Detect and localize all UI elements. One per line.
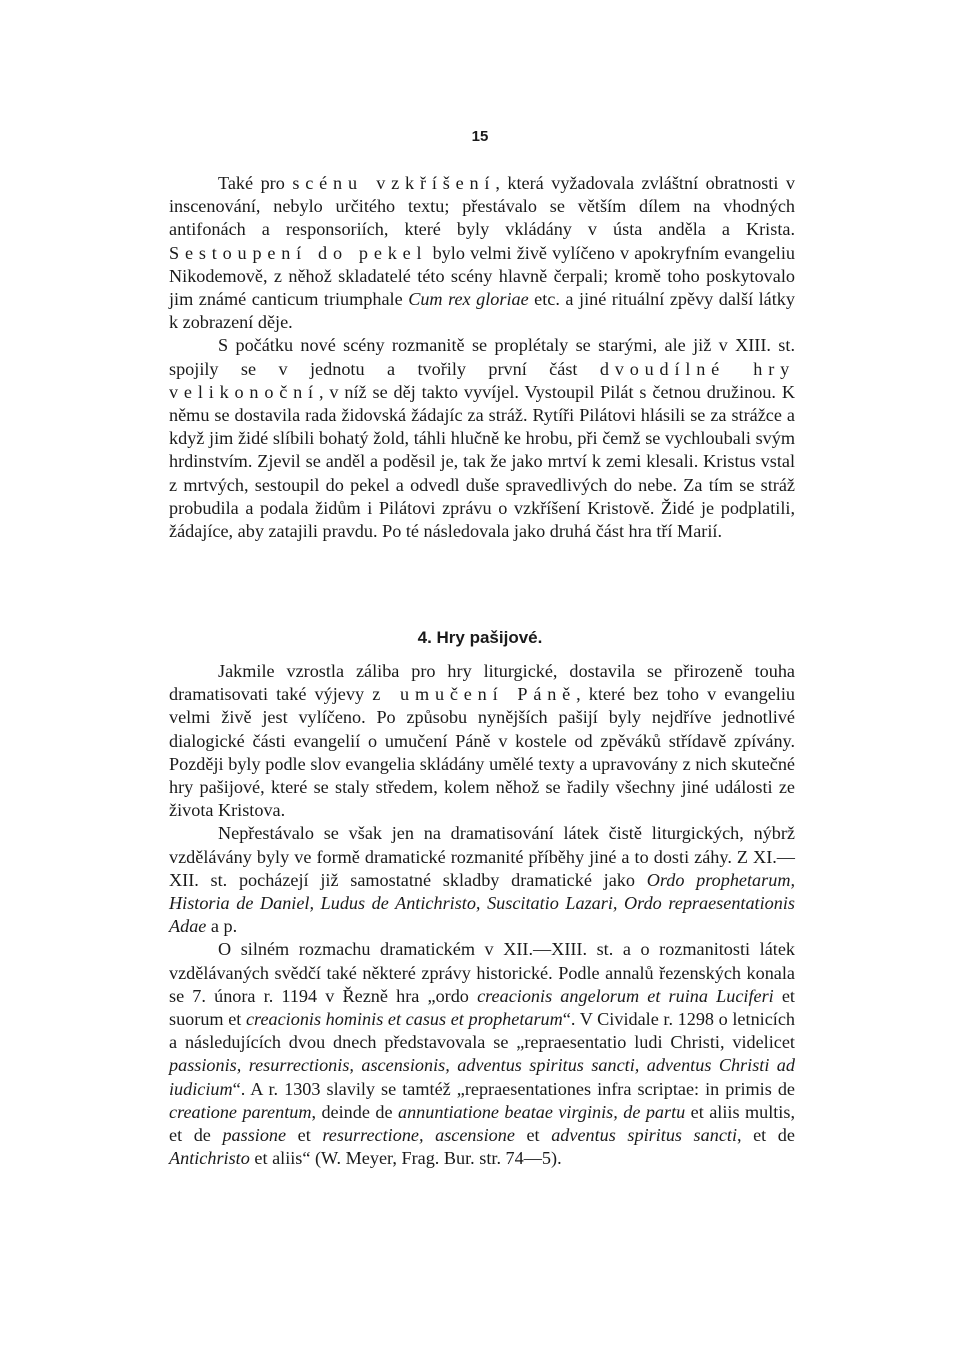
text-run: , deinde de — [311, 1101, 398, 1122]
spaced-term: scénu vzkříšení — [292, 173, 496, 193]
latin-title: annuntiatione beatae virginis, de partu — [397, 1101, 686, 1122]
text-run: Nepřestávalo se však jen na dramatisování látek čistě liturgických, nýbrž vzdělávány byly ve formě dramatické rozmanité příběhy jiné a to dosti záhy. Z XI.—XII. st. pocházejí již samostatné skladby dramatické jako — [169, 823, 795, 890]
latin-title: Antichristo — [169, 1148, 250, 1169]
latin-title: resurrectione, ascensione — [322, 1125, 515, 1146]
text-run: , která vyžadovala zvláštní obratnosti v inscenování, nebylo určitého textu; přestávalo se větším dílem na vhodných antifonách a responsoriích, které byly vkládány v ústa anděla a Krista. — [169, 173, 795, 240]
text-run: “. V Cividale r. 1298 o letnicích a následujících dvou dnech představovala se „repraesentatio ludi Christi, videlicet — [169, 1009, 796, 1053]
latin-title: passionis, resurrectionis, ascensionis, adventus spiritus sancti, adventus Christi ad iudicium — [169, 1055, 795, 1099]
text-run: , v níž se děj takto vyvíjel. Vystoupil Pilát s četnou družinou. K němu se dostavila rada židovská žádajíc za stráž. Rytíři Pilátovi hlásili se za strážce a když jim židé slíbili bohatý žold, táhli hlučně ke hrobu, při čemž se vychloubali svým hrdinstvím. Zjevil se anděl a poděsil je, tak že jako mrtví k zemi klesali. Kristus vstal z mrtvých, sestoupil do pekel a odvedl duše spravedlivých do nebe. Za tím se stráž probudila a podala židům i Pilátovi zprávu o vzkříšení Kristově. Židé je podplatili, žádajíce, aby zatajili pravdu. Po té následovala jako druhá část hra tří Marií. — [169, 381, 795, 542]
latin-title: adventus spiritus sancti — [551, 1125, 737, 1146]
spaced-term: dvoudílné hry velikonoční — [169, 358, 795, 402]
latin-title: Ordo prophetarum, Historia de Daniel, Ludus de Antichristo, Suscitatio Lazari, Ordo repraesentationis Adae — [169, 869, 795, 937]
text-run: S počátku nové scény rozmanitě se proplétaly se starými, ale již v XIII. st. spojily se v jednotu a tvořily první část — [169, 335, 795, 379]
latin-title: creacionis hominis et casus et prophetarum — [245, 1009, 563, 1030]
text-run: etc. a jiné rituální zpěvy další látky k zobrazení děje. — [169, 289, 795, 333]
text-run: et aliis multis, et de — [169, 1101, 795, 1146]
paragraph — [169, 172, 795, 334]
text-run: , které bez toho v evangeliu velmi živě jest vylíčeno. Po způsobu nynějších pašijí byly nejdříve jednotlivé dialogické části evangelií o umučení Páně v kostele od zpěváků střídavě zpívány. Později byly podle slov evangelia skládány umělé texty a upravovány z nich skutečné hry pašijové, které se staly středem, kolem něhož se řadily všechny jiné události ze života Kristova. — [169, 684, 795, 821]
paragraph — [169, 334, 795, 543]
text-run: et aliis“ (W. Meyer, Frag. Bur. str. 74—5). — [249, 1148, 562, 1169]
text-run: Také pro — [218, 173, 293, 193]
latin-title: Cum rex gloriae — [408, 289, 529, 310]
paragraph — [169, 938, 795, 1170]
text-run: bylo velmi živě vylíčeno v apokryfním evangeliu Nikodemově, z něhož skladatelé této scény hlavně čerpali; kromě toho poskytovalo jim známé canticum triumphale — [169, 242, 795, 310]
section-passion-plays — [169, 660, 795, 1170]
section-resurrection-plays — [169, 172, 795, 543]
text-run: et suorum et — [169, 985, 795, 1030]
latin-title: passione — [222, 1125, 287, 1146]
spaced-term: z umučení Páně — [372, 684, 577, 705]
text-run: a p. — [206, 916, 238, 937]
text-run: O silném rozmachu dramatickém v XII.—XIII. st. a o rozmanitosti látek vzdělávaných svědčí také některé zprávy historické. Podle annalů řezenských konala se 7. února r. 1194 v Řezně hra „ordo — [169, 939, 795, 1006]
text-run: Jakmile vzrostla záliba pro hry liturgické, dostavila se přirozeně touha dramatisovati také výjevy — [169, 661, 795, 705]
paragraph — [169, 660, 795, 822]
latin-title: creacionis angelorum et ruina Luciferi — [477, 985, 774, 1006]
page-number: 15 — [471, 128, 489, 145]
text-run: , et de — [737, 1125, 795, 1146]
section-heading: 4. Hry pašijové. — [417, 628, 543, 647]
latin-title: creatione parentum — [169, 1101, 312, 1122]
text-run: et — [514, 1125, 552, 1146]
paragraph — [169, 822, 795, 938]
text-run: “. A r. 1303 slavily se tamtéž „repraesentationes infra scriptae: in primis de — [232, 1078, 795, 1099]
text-run: et — [286, 1125, 323, 1146]
spaced-term: Sestoupení do pekel — [169, 242, 428, 263]
